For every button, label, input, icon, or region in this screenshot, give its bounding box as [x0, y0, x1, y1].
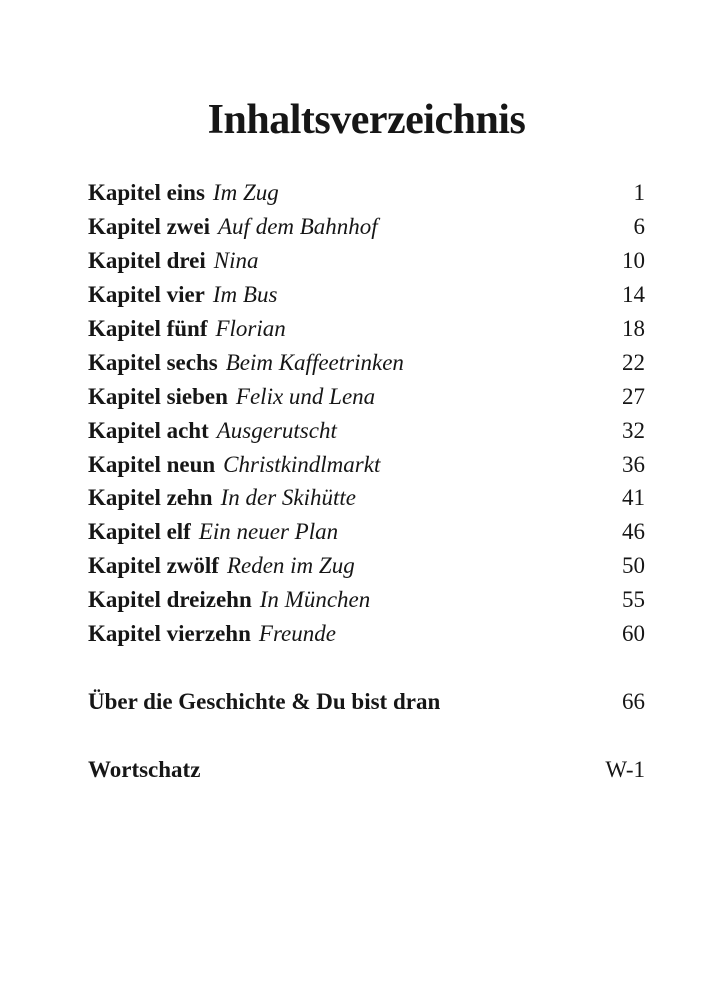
- chapter-label: Kapitel fünf: [88, 315, 208, 341]
- extra-label: Wortschatz: [88, 756, 201, 782]
- page-number: 41: [622, 485, 645, 511]
- toc-entry: [88, 312, 645, 346]
- page-number: 27: [622, 383, 645, 409]
- page-number: 60: [622, 621, 645, 647]
- chapter-subtitle: Freunde: [258, 621, 336, 647]
- chapter-subtitle: Reden im Zug: [226, 553, 355, 579]
- chapter-label: Kapitel vierzehn: [88, 621, 251, 647]
- chapter-label: Kapitel sechs: [88, 349, 218, 375]
- toc-list: [88, 176, 645, 787]
- page-number: 46: [622, 519, 645, 545]
- toc-entry: [88, 549, 645, 583]
- chapter-label: Kapitel sieben: [88, 383, 228, 409]
- chapter-subtitle: Felix und Lena: [235, 383, 376, 409]
- chapter-subtitle: Beim Kaffeetrinken: [225, 349, 404, 375]
- chapter-subtitle: Florian: [215, 315, 286, 341]
- chapter-subtitle: Ein neuer Plan: [198, 519, 339, 545]
- chapter-subtitle: Nina: [213, 248, 259, 274]
- chapter-label: Kapitel zehn: [88, 485, 213, 511]
- chapter-subtitle: Im Bus: [212, 282, 278, 308]
- page-number: 10: [622, 248, 645, 274]
- toc-entry: [88, 481, 645, 515]
- chapter-subtitle: In München: [259, 587, 371, 613]
- page-number: 1: [633, 180, 645, 206]
- page-number: 66: [622, 688, 645, 714]
- chapter-subtitle: In der Skihütte: [220, 485, 356, 511]
- toc-entry: [88, 346, 645, 380]
- chapter-label: Kapitel elf: [88, 519, 191, 545]
- page-number: 14: [622, 282, 645, 308]
- page-number: W-1: [605, 756, 645, 782]
- toc-entry: [88, 176, 645, 210]
- toc-entry: [88, 210, 645, 244]
- page-number: 32: [622, 417, 645, 443]
- chapter-label: Kapitel neun: [88, 451, 216, 477]
- chapter-label: Kapitel drei: [88, 248, 206, 274]
- toc-extra-entry-about: [88, 685, 645, 719]
- chapter-subtitle: Ausgerutscht: [216, 417, 337, 443]
- chapter-subtitle: Christkindlmarkt: [223, 451, 381, 477]
- toc-extra-entry-wortschatz: [88, 753, 645, 787]
- page-title: Inhaltsverzeichnis: [207, 97, 526, 143]
- toc-entry: [88, 278, 645, 312]
- page-number: 22: [622, 349, 645, 375]
- page-number: 50: [622, 553, 645, 579]
- chapter-label: Kapitel zwei: [88, 214, 210, 240]
- page-number: 18: [622, 315, 645, 341]
- toc-entry: [88, 414, 645, 448]
- chapter-label: Kapitel acht: [88, 417, 209, 443]
- toc-entry: [88, 448, 645, 482]
- toc-entry: [88, 583, 645, 617]
- toc-entry: [88, 244, 645, 278]
- page-number: 6: [633, 214, 645, 240]
- chapter-label: Kapitel eins: [88, 180, 205, 206]
- toc-entry: [88, 515, 645, 549]
- chapter-label: Kapitel vier: [88, 282, 205, 308]
- page-number: 55: [622, 587, 645, 613]
- chapter-label: Kapitel dreizehn: [88, 587, 252, 613]
- extra-label: Über die Geschichte & Du bist dran: [88, 688, 441, 714]
- chapter-label: Kapitel zwölf: [88, 553, 219, 579]
- toc-entry: [88, 617, 645, 651]
- chapter-subtitle: Im Zug: [212, 180, 279, 206]
- page-number: 36: [622, 451, 645, 477]
- toc-entry: [88, 380, 645, 414]
- chapter-subtitle: Auf dem Bahnhof: [218, 214, 378, 240]
